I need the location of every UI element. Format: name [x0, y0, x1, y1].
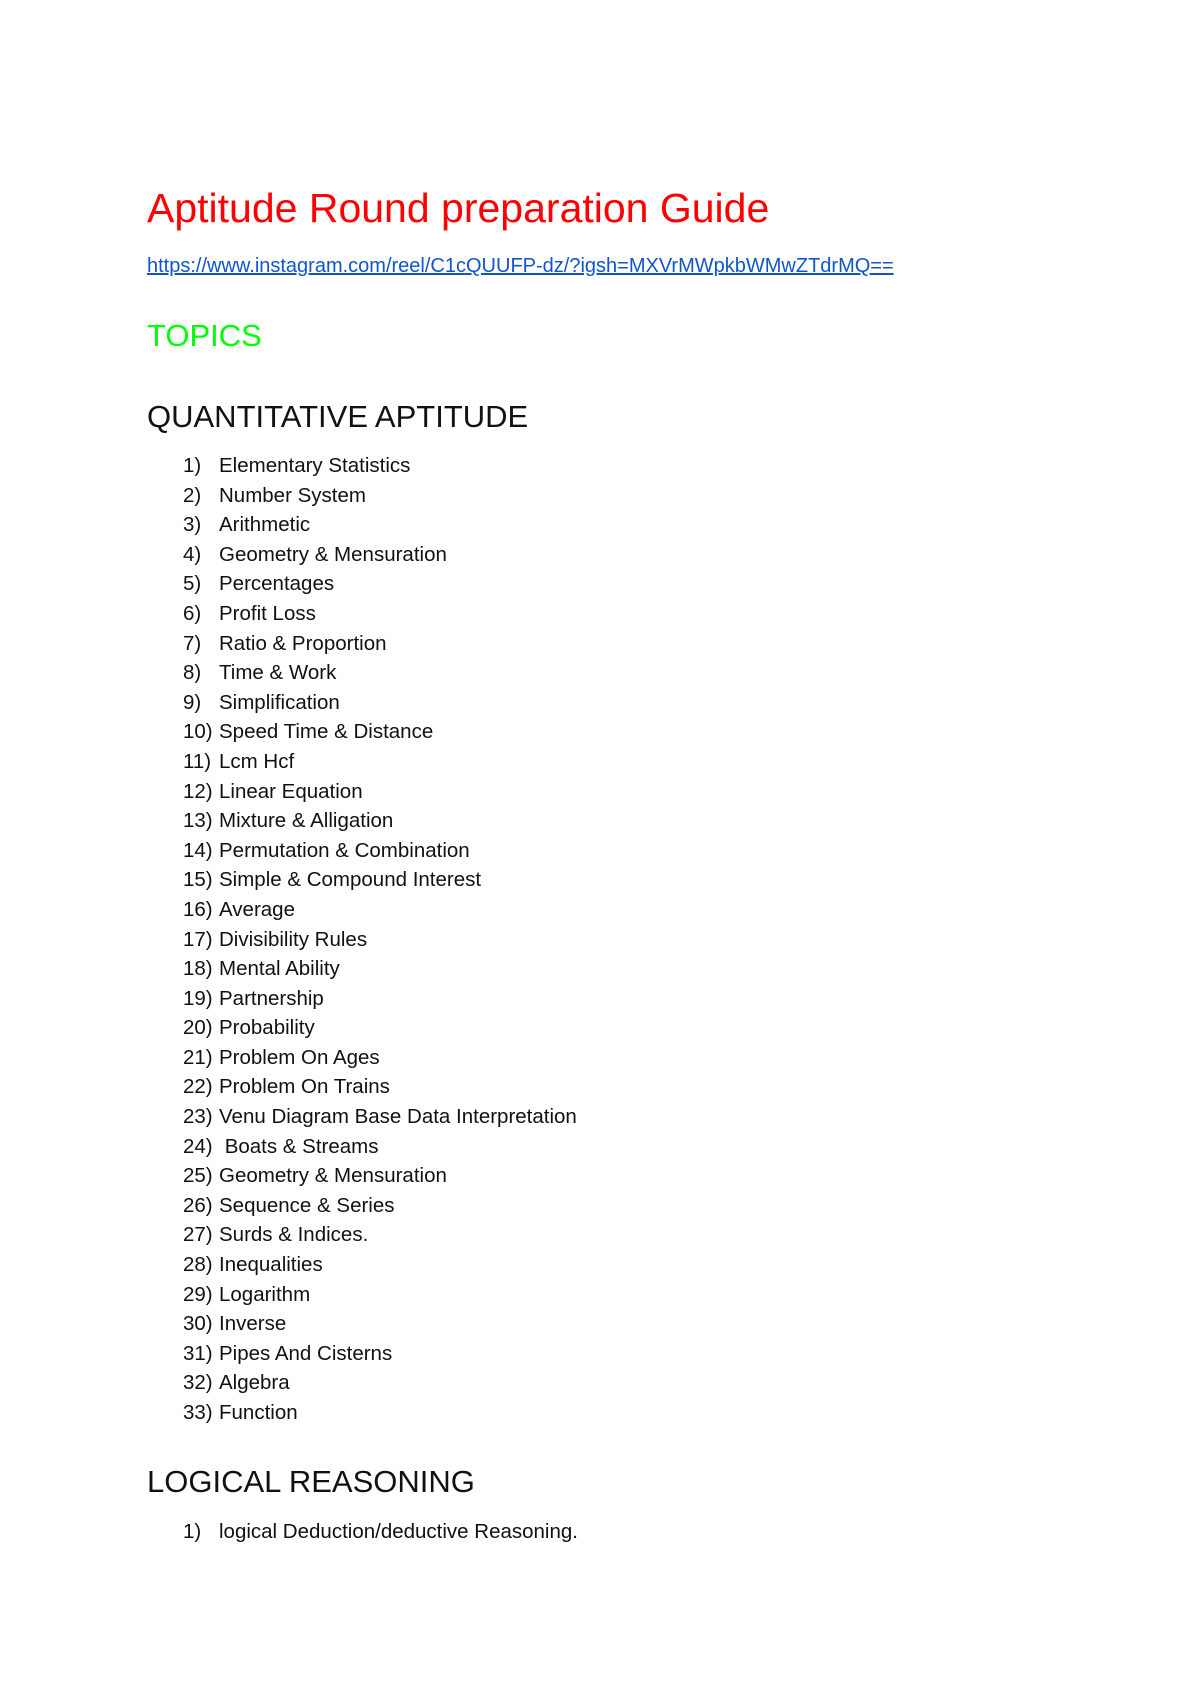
list-item	[183, 510, 577, 540]
list-item-number: 10)	[183, 720, 213, 744]
list-item-text: Average	[219, 897, 295, 921]
quantitative-topics-list	[183, 451, 577, 1428]
list-item-text: Divisibility Rules	[219, 927, 368, 951]
list-item-text: Percentages	[219, 572, 335, 596]
list-item-number: 12)	[183, 779, 213, 803]
list-item	[183, 836, 577, 866]
list-item	[183, 540, 577, 570]
list-item-text: logical Deduction/deductive Reasoning.	[219, 1520, 578, 1543]
list-item-number: 16)	[183, 897, 213, 921]
list-item-number: 2)	[183, 483, 202, 507]
list-item	[183, 1280, 577, 1310]
list-item	[183, 1398, 577, 1428]
document-title: Aptitude Round preparation Guide	[147, 185, 770, 231]
list-item	[183, 747, 577, 777]
list-item-number: 28)	[183, 1253, 213, 1277]
list-item-text: Boats & Streams	[219, 1134, 379, 1158]
list-item-number: 3)	[183, 513, 202, 537]
list-item	[183, 954, 577, 984]
list-item	[183, 1072, 577, 1102]
list-item-text: Geometry & Mensuration	[219, 542, 447, 566]
list-item-number: 19)	[183, 986, 213, 1010]
list-item-number: 32)	[183, 1371, 213, 1395]
list-item-number: 23)	[183, 1105, 213, 1129]
list-item-number: 4)	[183, 542, 202, 566]
list-item	[183, 865, 577, 895]
list-item-number: 27)	[183, 1223, 213, 1247]
list-item-text: Mental Ability	[219, 957, 340, 981]
list-item-text: Mixture & Alligation	[219, 809, 394, 833]
list-item-text: Elementary Statistics	[219, 454, 411, 477]
list-item-number: 6)	[183, 601, 202, 625]
list-item	[183, 658, 577, 688]
list-item-text: Speed Time & Distance	[219, 720, 434, 744]
list-item	[183, 717, 577, 747]
list-item-number: 33)	[183, 1401, 213, 1424]
list-item	[183, 925, 577, 955]
list-item	[183, 1220, 577, 1250]
list-item-text: Time & Work	[219, 661, 337, 685]
list-item-text: Inequalities	[219, 1253, 323, 1277]
list-item-number: 5)	[183, 572, 202, 596]
list-item-text: Linear Equation	[219, 779, 363, 803]
list-item	[183, 777, 577, 807]
list-item	[183, 1132, 577, 1162]
list-item-number: 29)	[183, 1282, 213, 1306]
list-item-number: 25)	[183, 1164, 213, 1188]
logical-reasoning-heading: LOGICAL REASONING	[147, 1464, 475, 1499]
list-item-number: 22)	[183, 1075, 213, 1099]
list-item-number: 14)	[183, 838, 213, 862]
list-item	[183, 984, 577, 1014]
list-item-number: 26)	[183, 1193, 213, 1217]
list-item-number: 11)	[183, 749, 212, 773]
list-item	[183, 895, 577, 925]
list-item-text: Arithmetic	[219, 513, 311, 537]
list-item	[183, 1102, 577, 1132]
list-item-number: 1)	[183, 454, 202, 477]
quantitative-aptitude-heading: QUANTITATIVE APTITUDE	[147, 399, 529, 434]
list-item-text: Permutation & Combination	[219, 838, 470, 862]
list-item-number: 7)	[183, 631, 202, 655]
list-item	[183, 806, 577, 836]
instagram-reel-link[interactable]: https://www.instagram.com/reel/C1cQUUFP-dz/?igsh=MXVrMWpkbWMwZTdrMQ==	[147, 255, 894, 277]
list-item-number: 20)	[183, 1016, 213, 1040]
list-item-text: Algebra	[219, 1371, 290, 1395]
list-item-text: Inverse	[219, 1312, 287, 1336]
list-item-text: Sequence & Series	[219, 1193, 395, 1217]
list-item-number: 30)	[183, 1312, 213, 1336]
list-item-text: Simple & Compound Interest	[219, 868, 482, 892]
list-item	[183, 1339, 577, 1369]
list-item-text: Simplification	[219, 690, 340, 714]
list-item-text: Pipes And Cisterns	[219, 1341, 393, 1365]
list-item	[183, 481, 577, 511]
list-item	[183, 1043, 577, 1073]
list-item	[183, 688, 577, 718]
list-item-number: 1)	[183, 1520, 202, 1543]
list-item-text: Geometry & Mensuration	[219, 1164, 447, 1188]
list-item-number: 15)	[183, 868, 213, 892]
logical-topics-list	[183, 1517, 578, 1547]
list-item-text: Logarithm	[219, 1282, 311, 1306]
list-item	[183, 1250, 577, 1280]
list-item-number: 17)	[183, 927, 213, 951]
list-item-text: Profit Loss	[219, 601, 316, 625]
list-item-number: 18)	[183, 957, 213, 981]
list-item-text: Number System	[219, 483, 366, 507]
topics-heading: TOPICS	[147, 318, 262, 353]
list-item	[183, 1161, 577, 1191]
list-item	[183, 1517, 578, 1547]
list-item-text: Problem On Trains	[219, 1075, 390, 1099]
list-item-text: Problem On Ages	[219, 1045, 380, 1069]
list-item	[183, 569, 577, 599]
list-item	[183, 1368, 577, 1398]
list-item	[183, 599, 577, 629]
list-item-text: Venu Diagram Base Data Interpretation	[219, 1105, 577, 1129]
list-item-text: Partnership	[219, 986, 324, 1010]
list-item	[183, 451, 577, 481]
list-item-number: 8)	[183, 661, 202, 685]
list-item	[183, 1013, 577, 1043]
list-item	[183, 1309, 577, 1339]
list-item-number: 21)	[183, 1045, 213, 1069]
list-item-number: 9)	[183, 690, 202, 714]
list-item-text: Lcm Hcf	[219, 749, 295, 773]
list-item-text: Surds & Indices.	[219, 1223, 369, 1247]
list-item-number: 31)	[183, 1341, 213, 1365]
list-item	[183, 1191, 577, 1221]
list-item	[183, 629, 577, 659]
list-item-text: Function	[219, 1401, 298, 1424]
list-item-text: Probability	[219, 1016, 315, 1040]
list-item-text: Ratio & Proportion	[219, 631, 387, 655]
list-item-number: 24)	[183, 1134, 213, 1158]
list-item-number: 13)	[183, 809, 213, 833]
